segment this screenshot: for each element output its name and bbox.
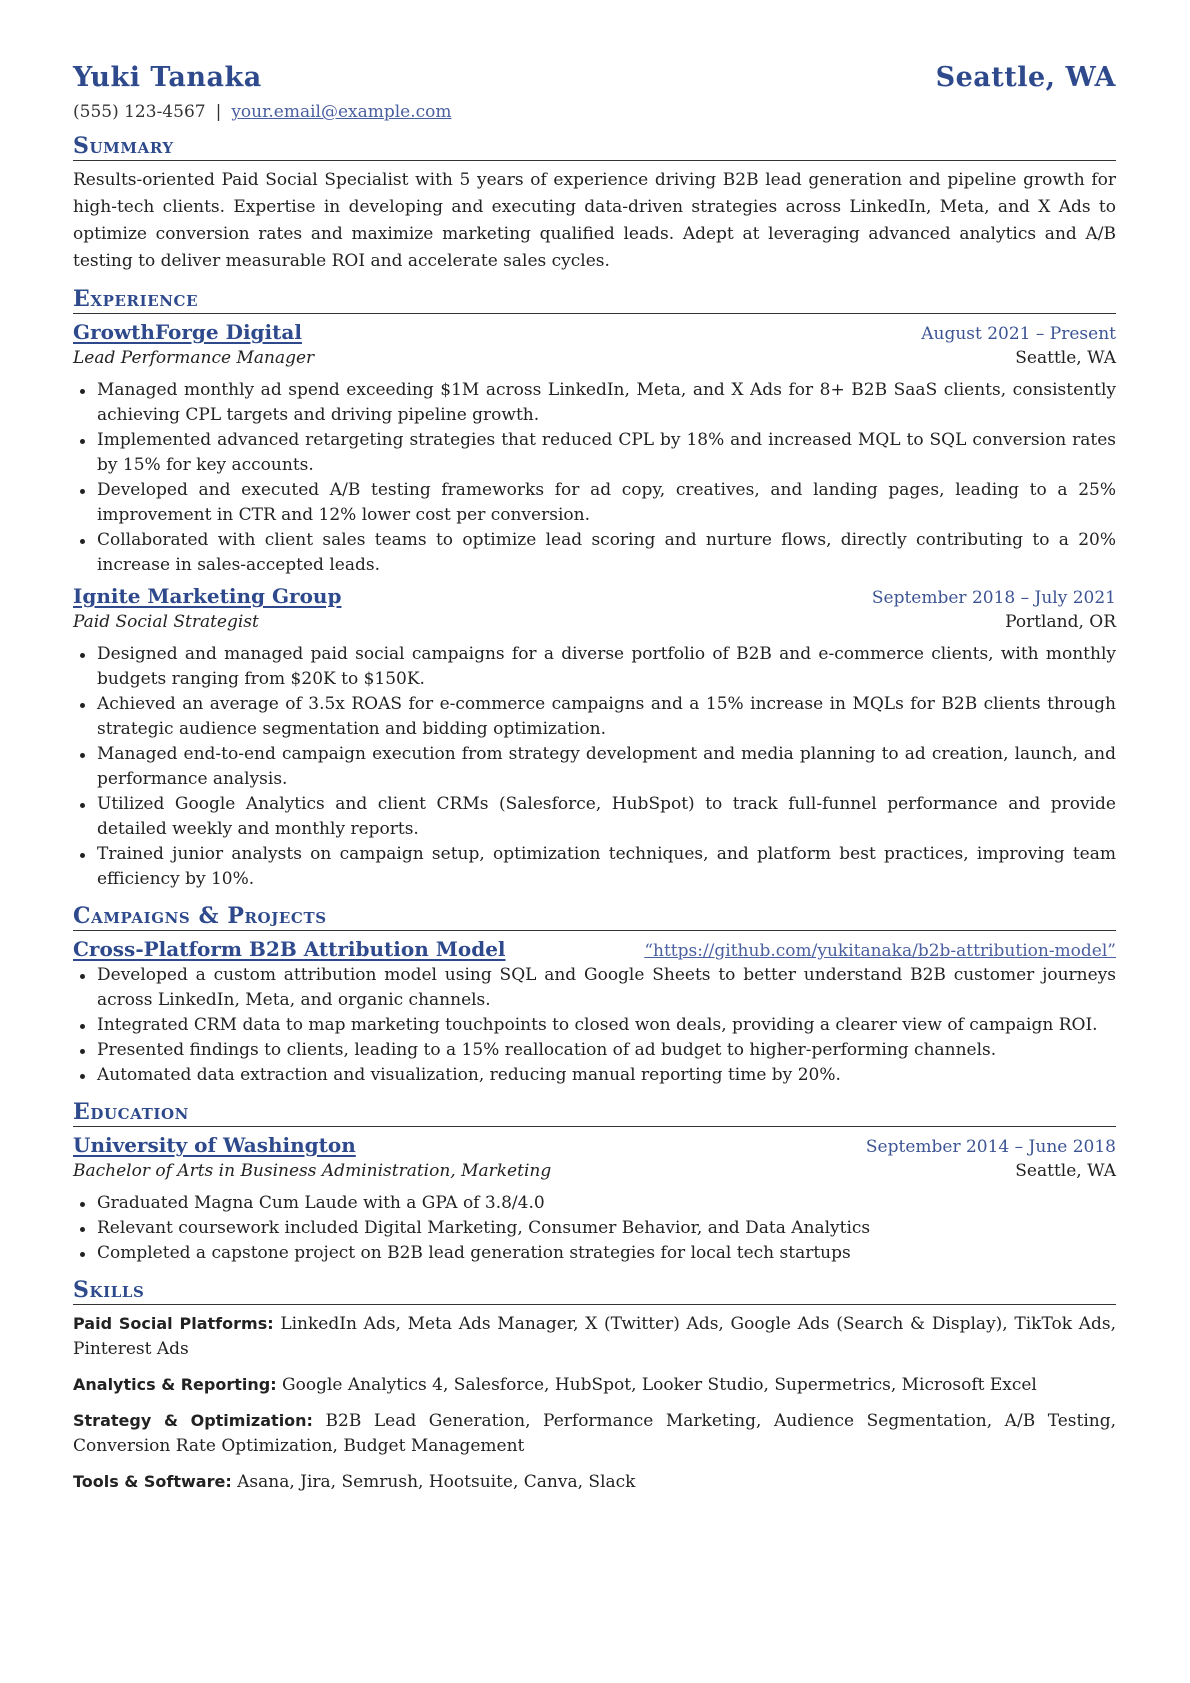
section-title-education: Education xyxy=(73,1099,1116,1127)
contact-line xyxy=(73,102,1116,122)
school-location: Seattle, WA xyxy=(1015,1161,1116,1181)
bullet-item: Implemented advanced retargeting strategies that reduced CPL by 18% and increased MQL to SQL conversion rates by 15% for key accounts. xyxy=(97,428,1116,478)
entry-header xyxy=(73,320,1116,344)
bullet-item: Trained junior analysts on campaign setup, optimization techniques, and platform best practices, improving team efficiency by 10%. xyxy=(97,842,1116,892)
skill-group xyxy=(73,1469,1116,1495)
bullet-list xyxy=(73,378,1116,578)
section-title-skills: Skills xyxy=(73,1277,1116,1305)
bullet-item: Collaborated with client sales teams to optimize lead scoring and nurture flows, directly contributing to a 20% increase in sales-accepted leads. xyxy=(97,528,1116,578)
bullet-item: Managed end-to-end campaign execution from strategy development and media planning to ad creation, launch, and performance analysis. xyxy=(97,742,1116,792)
skill-label: Tools & Software: xyxy=(73,1472,232,1491)
school-header xyxy=(73,1133,1116,1157)
bullet-list xyxy=(73,963,1116,1088)
bullet-item: Managed monthly ad spend exceeding $1M across LinkedIn, Meta, and X Ads for 8+ B2B SaaS clients, consistently achieving CPL targets and driving pipeline growth. xyxy=(97,378,1116,428)
bullet-item: Presented findings to clients, leading to a 15% reallocation of ad budget to higher-performing channels. xyxy=(97,1038,1116,1063)
skill-items: Asana, Jira, Semrush, Hootsuite, Canva, Slack xyxy=(237,1472,636,1492)
resume-header xyxy=(73,62,1116,93)
project-url-link[interactable]: “https://github.com/yukitanaka/b2b-attribution-model” xyxy=(644,941,1116,961)
education-entry xyxy=(73,1133,1116,1266)
entry-dates: September 2018 – July 2021 xyxy=(871,588,1116,608)
project-entry xyxy=(73,937,1116,1088)
experience-list xyxy=(73,320,1116,892)
bullet-item: Automated data extraction and visualization, reducing manual reporting time by 20%. xyxy=(97,1063,1116,1088)
skill-items: B2B Lead Generation, Performance Marketing, Audience Segmentation, A/B Testing, Conversion Rate Optimization, Budget Management xyxy=(73,1411,1117,1456)
job-role: Paid Social Strategist xyxy=(73,612,259,632)
entry-header xyxy=(73,584,1116,608)
entry-dates: August 2021 – Present xyxy=(921,324,1116,344)
section-title-experience: Experience xyxy=(73,286,1116,314)
contact-separator: | xyxy=(215,102,222,122)
bullet-item: Achieved an average of 3.5x ROAS for e-commerce campaigns and a 15% increase in MQLs for B2B clients through strategic audience segmentation and bidding optimization. xyxy=(97,692,1116,742)
project-name-link[interactable]: Cross-Platform B2B Attribution Model xyxy=(73,937,506,961)
bullet-item: Designed and managed paid social campaigns for a diverse portfolio of B2B and e-commerce clients, with monthly budgets ranging from $20K to $150K. xyxy=(97,642,1116,692)
projects-list xyxy=(73,937,1116,1088)
entry-subheader xyxy=(73,612,1116,632)
skill-label: Paid Social Platforms: xyxy=(73,1314,274,1333)
skill-group xyxy=(73,1372,1116,1398)
bullet-item: Completed a capstone project on B2B lead generation strategies for local tech startups xyxy=(97,1241,1116,1266)
section-title-projects: Campaigns & Projects xyxy=(73,903,1116,931)
degree: Bachelor of Arts in Business Administration, Marketing xyxy=(73,1161,552,1181)
bullet-item: Graduated Magna Cum Laude with a GPA of 3.8/4.0 xyxy=(97,1191,1116,1216)
project-header xyxy=(73,937,1116,961)
skill-label: Analytics & Reporting: xyxy=(73,1375,277,1394)
job-location: Portland, OR xyxy=(1005,612,1116,632)
bullet-item: Utilized Google Analytics and client CRMs (Salesforce, HubSpot) to track full-funnel performance and provide detailed weekly and monthly reports. xyxy=(97,792,1116,842)
candidate-location: Seattle, WA xyxy=(935,62,1116,93)
bullet-list xyxy=(73,642,1116,892)
bullet-item: Developed a custom attribution model using SQL and Google Sheets to better understand B2B customer journeys across LinkedIn, Meta, and organic channels. xyxy=(97,963,1116,1013)
summary-text: Results-oriented Paid Social Specialist with 5 years of experience driving B2B lead generation and pipeline growth for high-tech clients. Expertise in developing and executing data-driven strategies across LinkedIn, Meta, and X Ads to optimize conversion rates and maximize marketing qualified leads. Adept at leveraging advanced analytics and A/B testing to deliver measurable ROI and accelerate sales cycles. xyxy=(73,170,1116,271)
skill-group xyxy=(73,1311,1116,1362)
skill-group xyxy=(73,1408,1116,1459)
school-dates: September 2014 – June 2018 xyxy=(865,1137,1116,1157)
education-list xyxy=(73,1133,1116,1266)
school-subheader xyxy=(73,1161,1116,1181)
bullet-item: Developed and executed A/B testing frameworks for ad copy, creatives, and landing pages, leading to a 25% improvement in CTR and 12% lower cost per conversion. xyxy=(97,478,1116,528)
company-name-link[interactable]: GrowthForge Digital xyxy=(73,320,302,344)
company-name-link[interactable]: Ignite Marketing Group xyxy=(73,584,342,608)
candidate-name: Yuki Tanaka xyxy=(73,62,262,93)
bullet-item: Integrated CRM data to map marketing touchpoints to closed won deals, providing a clearer view of campaign ROI. xyxy=(97,1013,1116,1038)
job-role: Lead Performance Manager xyxy=(73,348,315,368)
skill-label: Strategy & Optimization: xyxy=(73,1411,313,1430)
section-title-summary: Summary xyxy=(73,133,1116,161)
bullet-item: Relevant coursework included Digital Marketing, Consumer Behavior, and Data Analytics xyxy=(97,1216,1116,1241)
experience-entry xyxy=(73,584,1116,892)
bullet-list xyxy=(73,1191,1116,1266)
skill-items: Google Analytics 4, Salesforce, HubSpot, Looker Studio, Supermetrics, Microsoft Excel xyxy=(282,1375,1037,1395)
entry-subheader xyxy=(73,348,1116,368)
experience-entry xyxy=(73,320,1116,578)
phone-number: (555) 123-4567 xyxy=(73,102,206,122)
job-location: Seattle, WA xyxy=(1015,348,1116,368)
skill-items: LinkedIn Ads, Meta Ads Manager, X (Twitter) Ads, Google Ads (Search & Display), TikTok Ads, Pinterest Ads xyxy=(73,1314,1117,1359)
school-name-link[interactable]: University of Washington xyxy=(73,1133,356,1157)
email-link[interactable]: your.email@example.com xyxy=(231,102,452,122)
skills-list xyxy=(73,1311,1116,1495)
